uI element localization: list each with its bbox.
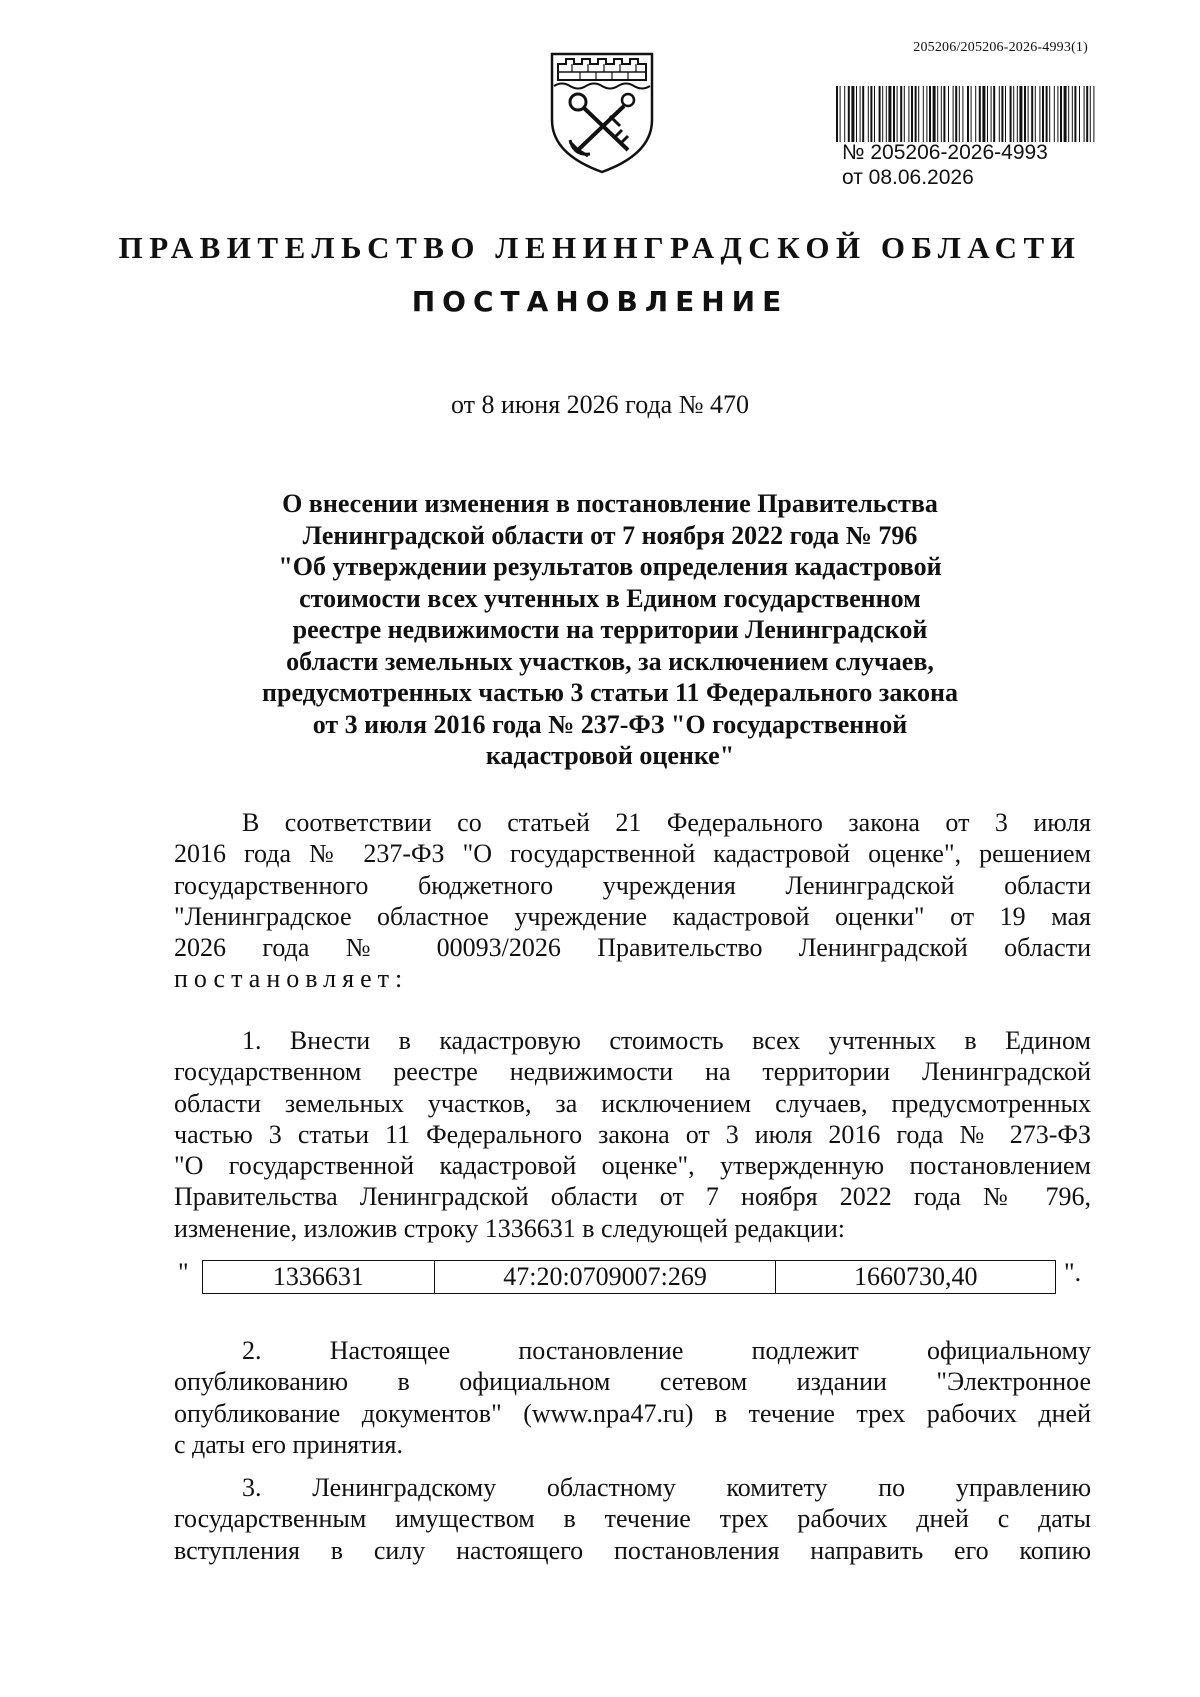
item-line: вступления в силу настоящего постановления направить его копию [174, 1535, 1091, 1565]
title-line: от 3 июля 2016 года № 237-ФЗ "О государственной [312, 709, 908, 739]
document-type: ПОСТАНОВЛЕНИЕ [411, 285, 789, 318]
preamble-line: государственного бюджетного учреждения Ленинградской области [174, 870, 1091, 900]
item-line: Правительства Ленинградской области от 7 ноября 2022 года № 796, [174, 1182, 1091, 1212]
item-1 [174, 1025, 1091, 1244]
preamble-line: 2026 года № 00093/2026 Правительство Ленинградской области [174, 933, 1091, 963]
title-line: стоимости всех учтенных в Едином государственном [299, 583, 921, 613]
title-line: Ленинградской области от 7 ноября 2022 года № 796 [302, 520, 918, 550]
item-line: "О государственной кадастровой оценке", утвержденную постановлением [174, 1151, 1091, 1181]
registration-id-top: 205206/205206-2026-4993(1) [913, 40, 1088, 55]
item-line: 1. Внести в кадастровую стоимость всех учтенных в Едином [242, 1026, 1091, 1055]
item-line: государственном реестре недвижимости на территории Ленинградской [174, 1057, 1091, 1087]
item-2 [174, 1335, 1091, 1460]
government-heading: ПРАВИТЕЛЬСТВО ЛЕНИНГРАДСКОЙ ОБЛАСТИ [118, 230, 1082, 265]
cadastral-number-cell: 47:20:0709007:269 [434, 1261, 776, 1294]
item-line: 2. Настоящее постановление подлежит официальному [242, 1336, 1091, 1365]
preamble [174, 807, 1091, 995]
registration-date: от 08.06.2026 [842, 166, 974, 189]
open-quote: " [178, 1258, 189, 1287]
preamble-line: 2016 года № 237-ФЗ "О государственной кадастровой оценке", решением [174, 839, 1091, 869]
row-number-cell: 1336631 [203, 1261, 435, 1294]
decree-date-number: от 8 июня 2026 года № 470 [450, 390, 750, 419]
item-line: с даты его принятия. [174, 1429, 403, 1459]
registration-number: № 205206-2026-4993 [842, 141, 1048, 164]
title-line: реестре недвижимости на территории Ленинградской [292, 615, 928, 644]
item-line: изменение, изложив строку 1336631 в следующей редакции: [174, 1213, 845, 1243]
decree-title [210, 488, 1010, 772]
resolves-word: постановляет: [174, 964, 409, 994]
table-row [203, 1261, 1056, 1294]
amended-row [174, 1258, 1091, 1298]
title-line: области земельных участков, за исключением случаев, [286, 646, 934, 676]
amended-row-table [202, 1260, 1056, 1294]
title-line: кадастровой оценке" [485, 741, 735, 770]
cadastral-value-cell: 1660730,40 [776, 1261, 1056, 1294]
title-line: "Об утверждении результатов определения кадастровой [278, 552, 942, 581]
coat-of-arms-icon [548, 50, 656, 176]
title-line: предусмотренных частью 3 статьи 11 Федерального закона [262, 678, 958, 707]
registration-stamp [842, 140, 1048, 190]
item-3 [174, 1472, 1091, 1566]
preamble-line: В соответствии со статьей 21 Федерального закона от 3 июля [242, 808, 1091, 837]
preamble-line: "Ленинградское областное учреждение кадастровой оценки" от 19 мая [174, 901, 1091, 931]
item-line: государственным имуществом в течение трех рабочих дней с даты [174, 1504, 1091, 1534]
item-line: области земельных участков, за исключением случаев, предусмотренных [174, 1088, 1091, 1118]
item-line: 3. Ленинградскому областному комитету по управлению [242, 1473, 1091, 1502]
item-line: частью 3 статьи 11 Федерального закона от 3 июля 2016 года № 273-ФЗ [174, 1119, 1091, 1149]
title-line: О внесении изменения в постановление Правительства [282, 489, 938, 518]
close-quote: ". [1064, 1258, 1082, 1287]
item-line: опубликованию в официальном сетевом издании "Электронное [174, 1367, 1091, 1397]
item-line: опубликование документов" (www.npa47.ru) в течение трех рабочих дней [174, 1398, 1091, 1428]
barcode-icon [836, 86, 1098, 142]
